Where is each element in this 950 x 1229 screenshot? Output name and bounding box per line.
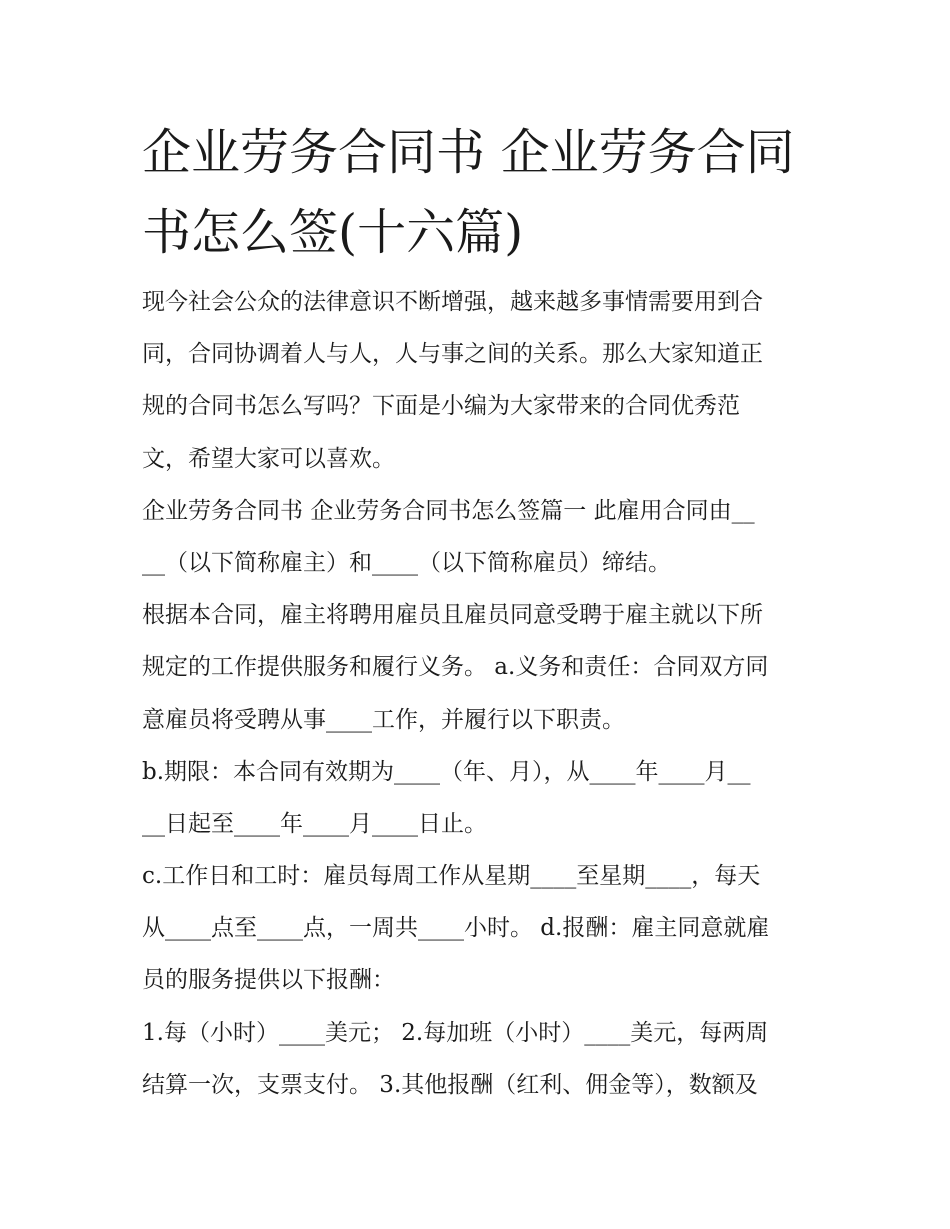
body-line: 文，希望大家可以喜欢。 (142, 445, 395, 472)
body-line: __（以下简称雇主）和____（以下简称雇员）缔结。 (142, 549, 671, 576)
document-title (142, 113, 832, 273)
document-body (142, 276, 822, 1111)
title-line: 企业劳务合同书 企业劳务合同 (142, 124, 795, 181)
title-line: 书怎么签(十六篇) (142, 204, 524, 261)
body-line: 现今社会公众的法律意识不断增强，越来越多事情需要用到合 (142, 289, 763, 315)
body-line: 从____点至____点，一周共____小时。 d.报酬：雇主同意就雇 (142, 915, 770, 942)
body-line: 1.每（小时）____美元； 2.每加班（小时）____美元，每两周 (142, 1019, 769, 1046)
body-line: 员的服务提供以下报酬： (142, 967, 395, 994)
body-line: 同，合同协调着人与人，人与事之间的关系。那么大家知道正 (142, 341, 763, 368)
body-line: 企业劳务合同书 企业劳务合同书怎么签篇一 此雇用合同由__ (142, 497, 755, 524)
body-line: 意雇员将受聘从事____工作，并履行以下职责。 (142, 706, 625, 733)
body-line: 结算一次，支票支付。 3.其他报酬（红利、佣金等），数额及 (142, 1071, 758, 1098)
body-line: b.期限：本合同有效期为____（年、月），从____年____月__ (142, 758, 751, 785)
body-line: c.工作日和工时：雇员每周工作从星期____至星期____，每天 (142, 863, 761, 890)
body-line: 规的合同书怎么写吗？下面是小编为大家带来的合同优秀范 (142, 393, 740, 420)
body-line: 根据本合同，雇主将聘用雇员且雇员同意受聘于雇主就以下所 (142, 602, 763, 629)
body-line: __日起至____年____月____日止。 (142, 810, 487, 837)
body-line: 规定的工作提供服务和履行义务。 a.义务和责任：合同双方同 (142, 654, 769, 681)
